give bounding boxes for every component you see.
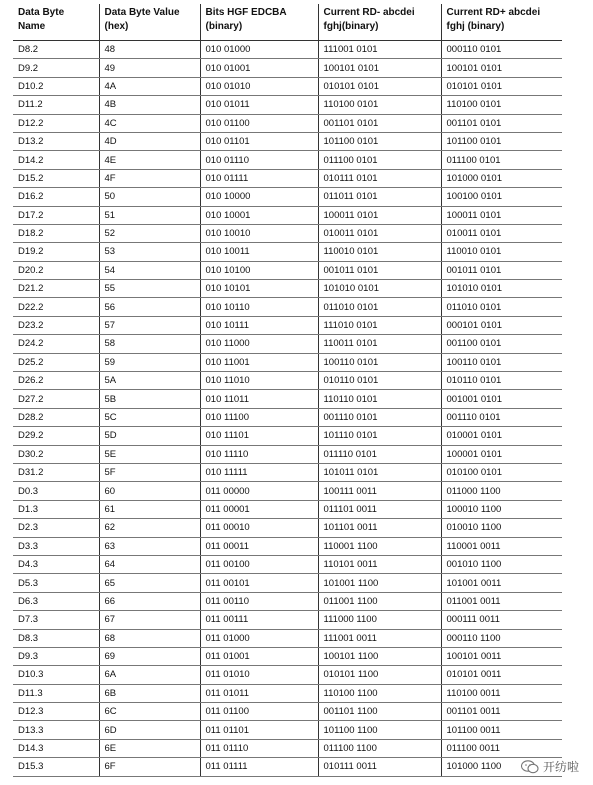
cell-byte-name: D30.2 [13,445,99,463]
cell-rd-minus: 001101 0101 [318,114,441,132]
table-row [13,188,562,206]
cell-bits-hgf-edcba: 010 01111 [200,169,318,187]
cell-rd-minus: 001011 0101 [318,261,441,279]
cell-rd-minus: 011100 1100 [318,739,441,757]
table-row [13,243,562,261]
cell-rd-plus: 000101 0101 [441,316,562,334]
cell-rd-plus: 101000 1100 [441,758,562,776]
cell-byte-name: D13.3 [13,721,99,739]
cell-rd-plus: 010100 0101 [441,463,562,481]
cell-bits-hgf-edcba: 010 10011 [200,243,318,261]
cell-rd-minus: 011100 0101 [318,151,441,169]
cell-byte-name: D14.3 [13,739,99,757]
cell-hex-value: 6D [99,721,200,739]
table-row [13,555,562,573]
cell-rd-minus: 101101 0011 [318,519,441,537]
cell-rd-minus: 101100 1100 [318,721,441,739]
cell-byte-name: D16.2 [13,188,99,206]
cell-bits-hgf-edcba: 010 11111 [200,463,318,481]
cell-rd-plus: 100101 0011 [441,647,562,665]
cell-rd-plus: 010110 0101 [441,372,562,390]
cell-rd-minus: 110011 0101 [318,335,441,353]
table-row [13,372,562,390]
cell-hex-value: 63 [99,537,200,555]
cell-byte-name: D6.3 [13,592,99,610]
cell-rd-minus: 101010 0101 [318,280,441,298]
cell-rd-plus: 110010 0101 [441,243,562,261]
cell-byte-name: D4.3 [13,555,99,573]
cell-bits-hgf-edcba: 011 01011 [200,684,318,702]
cell-rd-plus: 100011 0101 [441,206,562,224]
cell-hex-value: 61 [99,500,200,518]
cell-bits-hgf-edcba: 011 00011 [200,537,318,555]
table-row [13,500,562,518]
cell-hex-value: 54 [99,261,200,279]
cell-hex-value: 58 [99,335,200,353]
cell-rd-plus: 100110 0101 [441,353,562,371]
table-row [13,41,562,59]
cell-hex-value: 6B [99,684,200,702]
cell-rd-plus: 100010 1100 [441,500,562,518]
cell-bits-hgf-edcba: 010 11100 [200,408,318,426]
cell-byte-name: D12.2 [13,114,99,132]
cell-rd-plus: 011000 1100 [441,482,562,500]
cell-bits-hgf-edcba: 010 11001 [200,353,318,371]
cell-bits-hgf-edcba: 011 01101 [200,721,318,739]
table-row [13,592,562,610]
cell-byte-name: D1.3 [13,500,99,518]
cell-rd-plus: 101100 0101 [441,132,562,150]
cell-rd-minus: 001110 0101 [318,408,441,426]
cell-bits-hgf-edcba: 010 11011 [200,390,318,408]
cell-hex-value: 6A [99,666,200,684]
cell-bits-hgf-edcba: 010 01011 [200,96,318,114]
cell-rd-minus: 001101 1100 [318,703,441,721]
cell-rd-minus: 110101 0011 [318,555,441,573]
cell-rd-minus: 101001 1100 [318,574,441,592]
table-row [13,629,562,647]
cell-byte-name: D13.2 [13,132,99,150]
cell-bits-hgf-edcba: 010 10100 [200,261,318,279]
cell-rd-minus: 010101 1100 [318,666,441,684]
table-row [13,224,562,242]
cell-hex-value: 6E [99,739,200,757]
cell-hex-value: 4D [99,132,200,150]
table-row [13,390,562,408]
cell-hex-value: 55 [99,280,200,298]
header-data-byte-value: Data Byte Value (hex) [99,4,200,41]
cell-hex-value: 64 [99,555,200,573]
cell-byte-name: D27.2 [13,390,99,408]
table-row [13,721,562,739]
cell-byte-name: D14.2 [13,151,99,169]
cell-byte-name: D25.2 [13,353,99,371]
cell-byte-name: D21.2 [13,280,99,298]
table-row [13,169,562,187]
cell-bits-hgf-edcba: 011 01110 [200,739,318,757]
cell-bits-hgf-edcba: 011 01111 [200,758,318,776]
cell-rd-minus: 011101 0011 [318,500,441,518]
wechat-icon [521,760,539,774]
cell-rd-plus: 010101 0011 [441,666,562,684]
table-row [13,335,562,353]
cell-rd-minus: 100110 0101 [318,353,441,371]
table-row [13,703,562,721]
cell-byte-name: D5.3 [13,574,99,592]
cell-byte-name: D24.2 [13,335,99,353]
table-row [13,482,562,500]
cell-rd-minus: 101110 0101 [318,427,441,445]
cell-byte-name: D22.2 [13,298,99,316]
cell-rd-minus: 011011 0101 [318,188,441,206]
cell-bits-hgf-edcba: 011 00000 [200,482,318,500]
cell-rd-minus: 110001 1100 [318,537,441,555]
table-row [13,114,562,132]
cell-byte-name: D8.2 [13,41,99,59]
cell-hex-value: 5C [99,408,200,426]
cell-byte-name: D11.2 [13,96,99,114]
cell-rd-minus: 010111 0011 [318,758,441,776]
cell-rd-plus: 001100 0101 [441,335,562,353]
cell-bits-hgf-edcba: 011 00101 [200,574,318,592]
cell-rd-minus: 111000 1100 [318,611,441,629]
table-row [13,666,562,684]
cell-hex-value: 67 [99,611,200,629]
cell-rd-plus: 110100 0101 [441,96,562,114]
cell-rd-plus: 110001 0011 [441,537,562,555]
cell-rd-minus: 010111 0101 [318,169,441,187]
cell-bits-hgf-edcba: 010 10001 [200,206,318,224]
cell-hex-value: 56 [99,298,200,316]
cell-bits-hgf-edcba: 010 11101 [200,427,318,445]
cell-byte-name: D10.2 [13,77,99,95]
cell-rd-minus: 010011 0101 [318,224,441,242]
cell-hex-value: 68 [99,629,200,647]
table-row [13,261,562,279]
cell-byte-name: D7.3 [13,611,99,629]
table-row [13,463,562,481]
cell-bits-hgf-edcba: 010 01100 [200,114,318,132]
cell-rd-plus: 100001 0101 [441,445,562,463]
cell-byte-name: D17.2 [13,206,99,224]
cell-rd-minus: 101100 0101 [318,132,441,150]
cell-byte-name: D15.2 [13,169,99,187]
cell-rd-minus: 111001 0101 [318,41,441,59]
cell-byte-name: D11.3 [13,684,99,702]
cell-bits-hgf-edcba: 010 11110 [200,445,318,463]
cell-rd-plus: 001010 1100 [441,555,562,573]
table-row [13,132,562,150]
cell-bits-hgf-edcba: 011 01001 [200,647,318,665]
cell-rd-minus: 100101 0101 [318,59,441,77]
cell-hex-value: 4C [99,114,200,132]
cell-bits-hgf-edcba: 010 10010 [200,224,318,242]
table-row [13,408,562,426]
table-row [13,758,562,776]
cell-hex-value: 4F [99,169,200,187]
table-row [13,537,562,555]
cell-byte-name: D12.3 [13,703,99,721]
header-data-byte-name: Data Byte Name [13,4,99,41]
cell-hex-value: 4B [99,96,200,114]
cell-hex-value: 53 [99,243,200,261]
table-row [13,316,562,334]
table-row [13,96,562,114]
table-row [13,647,562,665]
cell-rd-plus: 001001 0101 [441,390,562,408]
cell-byte-name: D8.3 [13,629,99,647]
cell-byte-name: D23.2 [13,316,99,334]
cell-bits-hgf-edcba: 011 00100 [200,555,318,573]
cell-bits-hgf-edcba: 011 01100 [200,703,318,721]
cell-rd-plus: 110100 0011 [441,684,562,702]
cell-rd-plus: 101000 0101 [441,169,562,187]
cell-rd-minus: 011001 1100 [318,592,441,610]
cell-hex-value: 59 [99,353,200,371]
cell-hex-value: 66 [99,592,200,610]
cell-rd-minus: 010110 0101 [318,372,441,390]
cell-hex-value: 5A [99,372,200,390]
cell-rd-plus: 000111 0011 [441,611,562,629]
cell-rd-plus: 000110 1100 [441,629,562,647]
cell-rd-minus: 010101 0101 [318,77,441,95]
cell-rd-plus: 010001 0101 [441,427,562,445]
cell-rd-plus: 011001 0011 [441,592,562,610]
table-row [13,739,562,757]
header-current-rd-plus: Current RD+ abcdei fghj (binary) [441,4,562,41]
cell-bits-hgf-edcba: 011 01010 [200,666,318,684]
cell-rd-minus: 110010 0101 [318,243,441,261]
cell-bits-hgf-edcba: 011 00111 [200,611,318,629]
table-row [13,684,562,702]
table-row [13,151,562,169]
header-bits-hgf-edcba: Bits HGF EDCBA (binary) [200,4,318,41]
table-row [13,298,562,316]
cell-byte-name: D0.3 [13,482,99,500]
cell-bits-hgf-edcba: 010 10000 [200,188,318,206]
encoding-table [13,4,562,777]
cell-rd-minus: 110110 0101 [318,390,441,408]
table-row [13,59,562,77]
cell-bits-hgf-edcba: 011 00110 [200,592,318,610]
cell-hex-value: 5D [99,427,200,445]
table-row [13,77,562,95]
cell-rd-plus: 011010 0101 [441,298,562,316]
cell-rd-plus: 000110 0101 [441,41,562,59]
cell-rd-plus: 001011 0101 [441,261,562,279]
cell-rd-plus: 101010 0101 [441,280,562,298]
cell-hex-value: 65 [99,574,200,592]
cell-hex-value: 62 [99,519,200,537]
cell-hex-value: 60 [99,482,200,500]
cell-rd-minus: 110100 0101 [318,96,441,114]
cell-rd-plus: 101100 0011 [441,721,562,739]
cell-rd-minus: 011110 0101 [318,445,441,463]
cell-rd-plus: 010010 1100 [441,519,562,537]
cell-bits-hgf-edcba: 010 11010 [200,372,318,390]
cell-bits-hgf-edcba: 010 01110 [200,151,318,169]
cell-rd-plus: 101001 0011 [441,574,562,592]
cell-bits-hgf-edcba: 010 01001 [200,59,318,77]
cell-rd-plus: 100101 0101 [441,59,562,77]
cell-hex-value: 50 [99,188,200,206]
cell-rd-minus: 100011 0101 [318,206,441,224]
cell-hex-value: 52 [99,224,200,242]
cell-rd-plus: 011100 0101 [441,151,562,169]
cell-bits-hgf-edcba: 010 01000 [200,41,318,59]
cell-rd-minus: 111010 0101 [318,316,441,334]
cell-rd-minus: 111001 0011 [318,629,441,647]
cell-byte-name: D15.3 [13,758,99,776]
cell-byte-name: D26.2 [13,372,99,390]
cell-hex-value: 6F [99,758,200,776]
cell-bits-hgf-edcba: 010 10110 [200,298,318,316]
cell-rd-minus: 100111 0011 [318,482,441,500]
table-row [13,519,562,537]
cell-bits-hgf-edcba: 010 10101 [200,280,318,298]
cell-bits-hgf-edcba: 011 00001 [200,500,318,518]
cell-rd-plus: 001110 0101 [441,408,562,426]
cell-bits-hgf-edcba: 010 11000 [200,335,318,353]
cell-hex-value: 4E [99,151,200,169]
cell-hex-value: 51 [99,206,200,224]
table-row [13,353,562,371]
table-body [13,41,562,777]
cell-byte-name: D29.2 [13,427,99,445]
cell-rd-plus: 011100 0011 [441,739,562,757]
cell-hex-value: 5F [99,463,200,481]
watermark-text: 开纺啦 [542,760,579,774]
cell-rd-plus: 010011 0101 [441,224,562,242]
cell-bits-hgf-edcba: 011 01000 [200,629,318,647]
cell-rd-minus: 110100 1100 [318,684,441,702]
cell-bits-hgf-edcba: 010 01101 [200,132,318,150]
cell-byte-name: D31.2 [13,463,99,481]
cell-byte-name: D3.3 [13,537,99,555]
table-row [13,206,562,224]
table-row [13,280,562,298]
header-row [13,4,562,41]
cell-byte-name: D9.2 [13,59,99,77]
cell-rd-minus: 011010 0101 [318,298,441,316]
cell-hex-value: 4A [99,77,200,95]
cell-bits-hgf-edcba: 010 10111 [200,316,318,334]
cell-byte-name: D9.3 [13,647,99,665]
cell-rd-plus: 010101 0101 [441,77,562,95]
table-row [13,611,562,629]
table-row [13,427,562,445]
cell-bits-hgf-edcba: 010 01010 [200,77,318,95]
cell-hex-value: 69 [99,647,200,665]
cell-rd-minus: 100101 1100 [318,647,441,665]
cell-hex-value: 5E [99,445,200,463]
cell-byte-name: D28.2 [13,408,99,426]
cell-byte-name: D19.2 [13,243,99,261]
cell-byte-name: D20.2 [13,261,99,279]
cell-bits-hgf-edcba: 011 00010 [200,519,318,537]
cell-hex-value: 5B [99,390,200,408]
table-row [13,445,562,463]
cell-rd-plus: 001101 0011 [441,703,562,721]
header-current-rd-minus: Current RD- abcdei fghj(binary) [318,4,441,41]
cell-byte-name: D10.3 [13,666,99,684]
table-row [13,574,562,592]
watermark [521,758,579,775]
cell-rd-plus: 001101 0101 [441,114,562,132]
cell-hex-value: 49 [99,59,200,77]
cell-byte-name: D18.2 [13,224,99,242]
cell-hex-value: 57 [99,316,200,334]
cell-hex-value: 6C [99,703,200,721]
cell-byte-name: D2.3 [13,519,99,537]
cell-rd-plus: 100100 0101 [441,188,562,206]
cell-hex-value: 48 [99,41,200,59]
cell-rd-minus: 101011 0101 [318,463,441,481]
